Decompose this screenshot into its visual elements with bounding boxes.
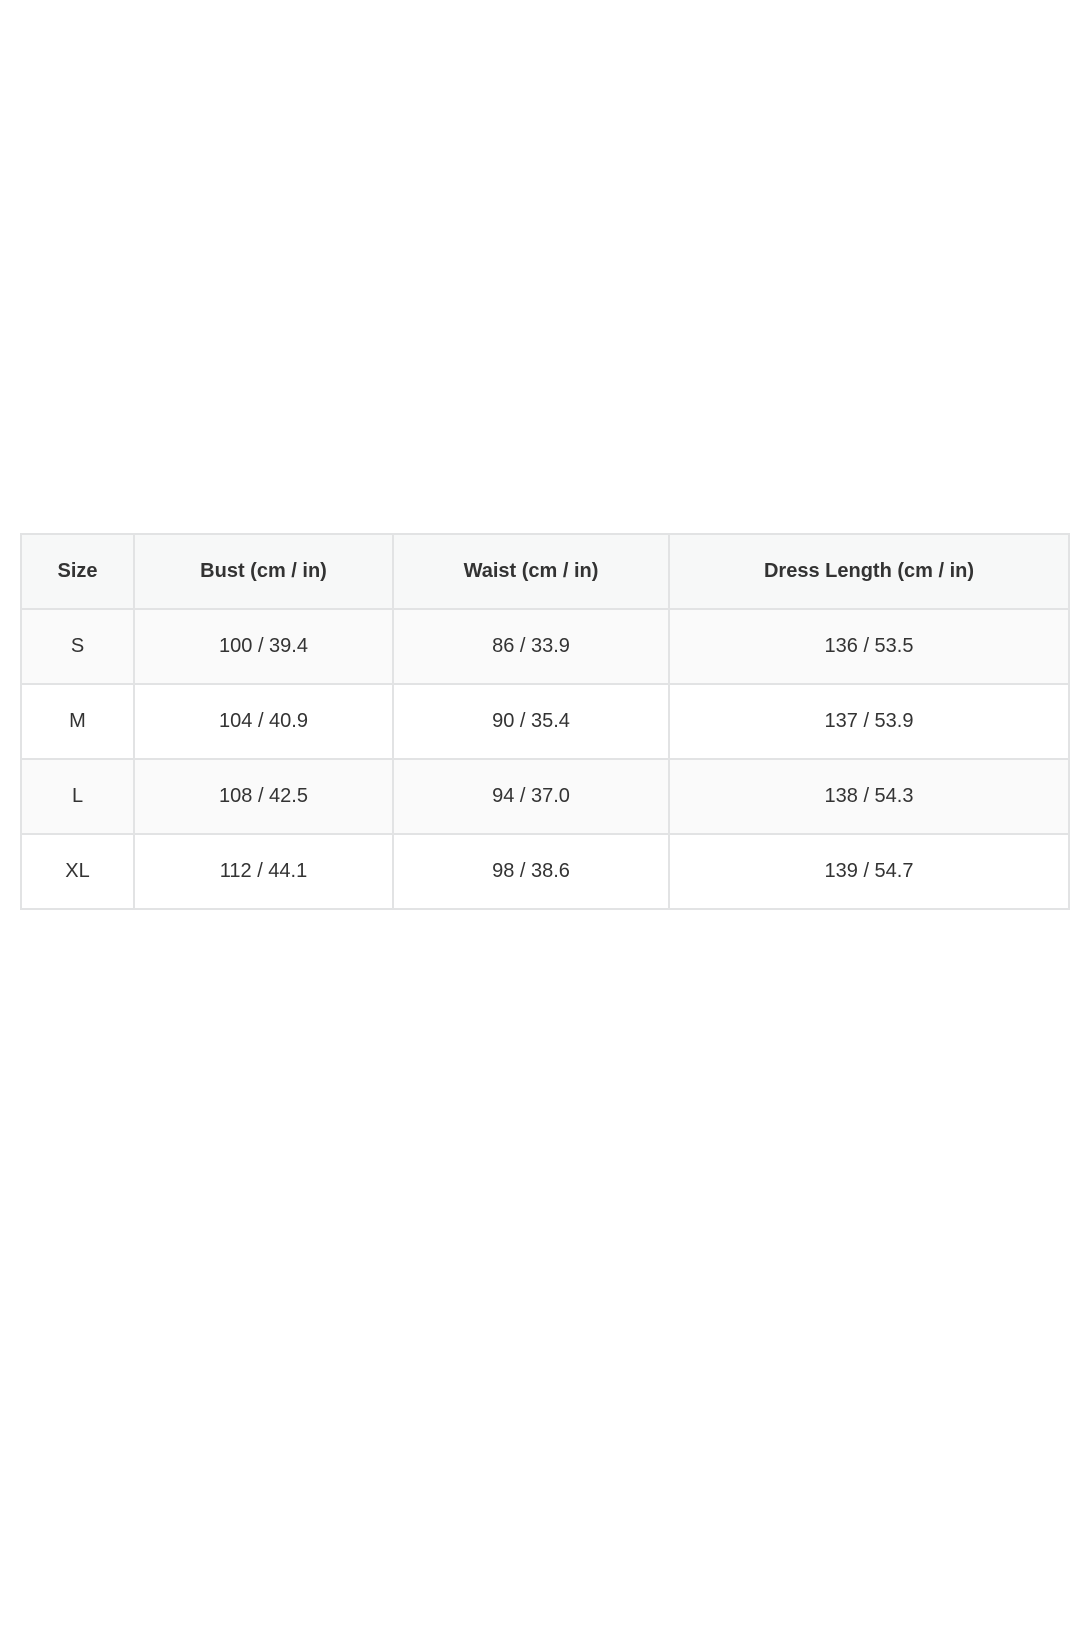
- cell-waist: 98 / 38.6: [393, 834, 669, 909]
- cell-waist: 94 / 37.0: [393, 759, 669, 834]
- table-row: [21, 834, 1069, 909]
- cell-waist: 90 / 35.4: [393, 684, 669, 759]
- cell-dress-length: 139 / 54.7: [669, 834, 1069, 909]
- cell-bust: 112 / 44.1: [134, 834, 393, 909]
- cell-size: S: [21, 609, 134, 684]
- column-header-waist: Waist (cm / in): [393, 534, 669, 609]
- table-row: [21, 609, 1069, 684]
- cell-dress-length: 138 / 54.3: [669, 759, 1069, 834]
- column-header-bust: Bust (cm / in): [134, 534, 393, 609]
- size-chart-header-row: [21, 534, 1069, 609]
- cell-size: XL: [21, 834, 134, 909]
- cell-bust: 100 / 39.4: [134, 609, 393, 684]
- column-header-size: Size: [21, 534, 134, 609]
- cell-size: L: [21, 759, 134, 834]
- size-chart-table: [20, 533, 1070, 910]
- cell-size: M: [21, 684, 134, 759]
- table-row: [21, 684, 1069, 759]
- cell-dress-length: 137 / 53.9: [669, 684, 1069, 759]
- cell-bust: 104 / 40.9: [134, 684, 393, 759]
- column-header-dress-length: Dress Length (cm / in): [669, 534, 1069, 609]
- cell-bust: 108 / 42.5: [134, 759, 393, 834]
- cell-dress-length: 136 / 53.5: [669, 609, 1069, 684]
- table-row: [21, 759, 1069, 834]
- size-chart: [20, 533, 1068, 910]
- cell-waist: 86 / 33.9: [393, 609, 669, 684]
